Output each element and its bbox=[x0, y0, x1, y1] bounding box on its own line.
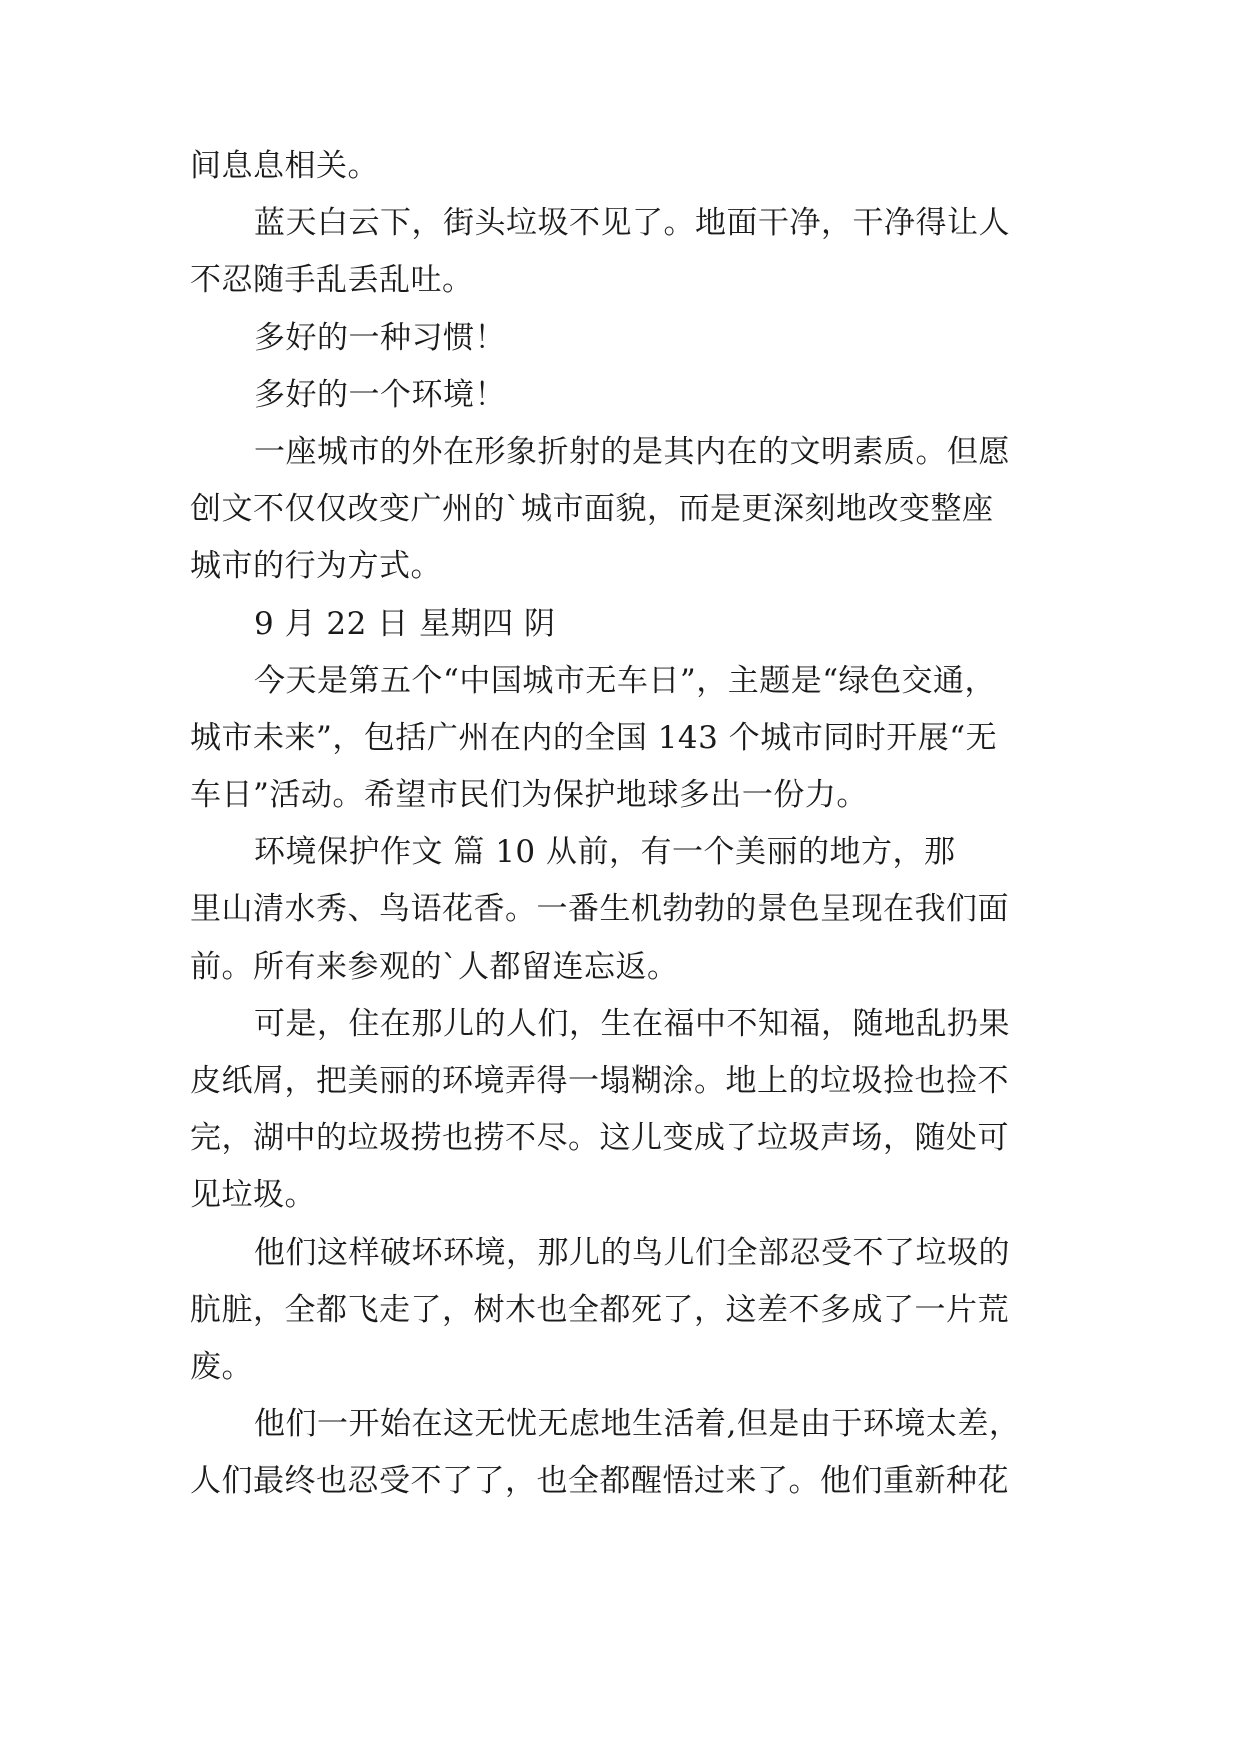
text-line: 9 月 22 日 星期四 阴 bbox=[254, 605, 556, 642]
text-line: 创文不仅仅改变广州的`城市面貌，而是更深刻地改变整座 bbox=[190, 491, 994, 528]
text-line: 蓝天白云下，街头垃圾不见了。地面干净，干净得让人 bbox=[254, 205, 1010, 242]
text-line: 完，湖中的垃圾捞也捞不尽。这儿变成了垃圾声场，随处可 bbox=[190, 1120, 1009, 1157]
text-line: 可是，住在那儿的人们，生在福中不知福，随地乱扔果 bbox=[254, 1005, 1010, 1042]
text-line: 城市未来”，包括广州在内的全国 143 个城市同时开展“无 bbox=[190, 719, 998, 756]
text-line: 废。 bbox=[190, 1348, 253, 1385]
text-line: 环境保护作文 篇 10 从前，有一个美丽的地方，那 bbox=[254, 834, 956, 871]
document-body bbox=[190, 138, 1062, 1511]
text-line: 一座城市的外在形象折射的是其内在的文明素质。但愿 bbox=[254, 433, 1010, 470]
text-line: 多好的一种习惯！ bbox=[254, 319, 506, 356]
text-line: 车日”活动。希望市民们为保护地球多出一份力。 bbox=[190, 777, 868, 814]
text-line: 不忍随手乱丢乱吐。 bbox=[190, 262, 474, 299]
text-line: 人们最终也忍受不了了，也全都醒悟过来了。他们重新种花 bbox=[190, 1463, 1009, 1500]
text-line: 里山清水秀、鸟语花香。一番生机勃勃的景色呈现在我们面 bbox=[190, 891, 1009, 928]
text-line: 间息息相关。 bbox=[190, 148, 379, 184]
text-line: 肮脏，全都飞走了，树木也全都死了，这差不多成了一片荒 bbox=[190, 1291, 1009, 1328]
text-line: 皮纸屑，把美丽的环境弄得一塌糊涂。地上的垃圾捡也捡不 bbox=[190, 1063, 1009, 1099]
text-line: 前。所有来参观的`人都留连忘返。 bbox=[190, 948, 679, 985]
text-line: 城市的行为方式。 bbox=[190, 548, 442, 585]
text-line: 见垃圾。 bbox=[190, 1177, 316, 1214]
text-line: 他们这样破坏环境，那儿的鸟儿们全部忍受不了垃圾的 bbox=[254, 1234, 1010, 1271]
text-line: 他们一开始在这无忧无虑地生活着,但是由于环境太差， bbox=[254, 1406, 1021, 1443]
text-line: 多好的一个环境！ bbox=[254, 376, 506, 413]
text-line: 今天是第五个“中国城市无车日”，主题是“绿色交通， bbox=[254, 662, 997, 699]
